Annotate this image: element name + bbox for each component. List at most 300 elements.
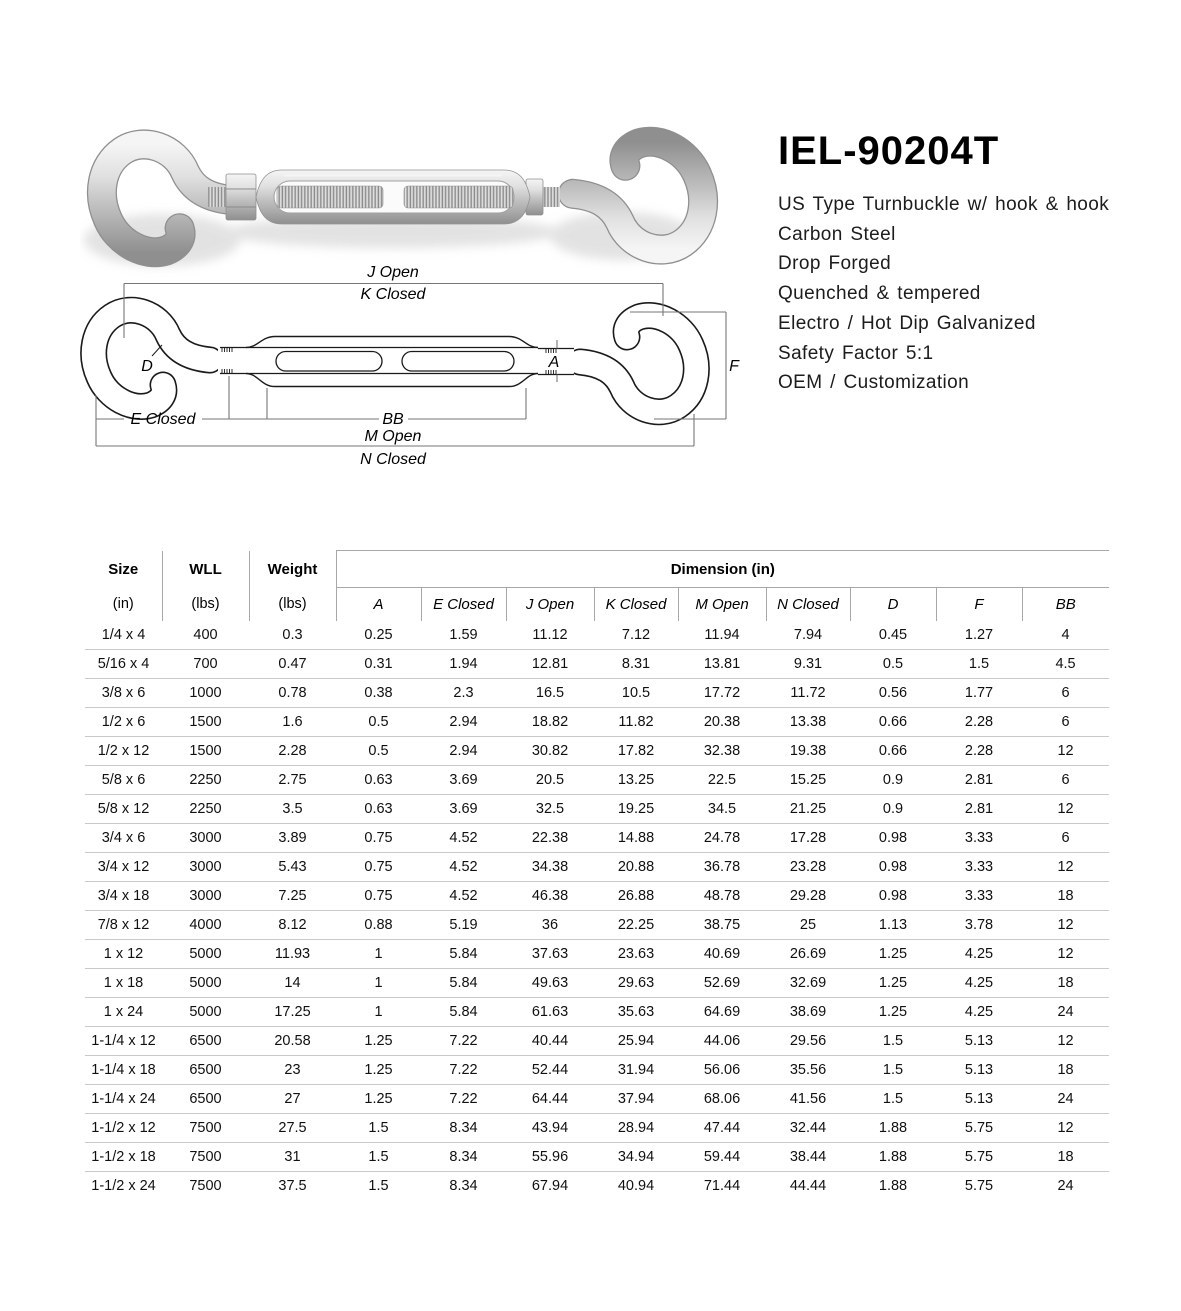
col-header-weight: Weight	[249, 551, 336, 588]
value-cell: 0.3	[249, 621, 336, 650]
value-cell: 21.25	[766, 795, 850, 824]
dim-col-header: D	[850, 588, 936, 621]
value-cell: 48.78	[678, 882, 766, 911]
value-cell: 20.5	[506, 766, 594, 795]
value-cell: 38.44	[766, 1143, 850, 1172]
size-cell: 1-1/2 x 12	[85, 1114, 162, 1143]
value-cell: 29.63	[594, 969, 678, 998]
value-cell: 3000	[162, 853, 249, 882]
value-cell: 1.25	[336, 1085, 421, 1114]
size-cell: 1-1/2 x 24	[91, 1178, 156, 1195]
table-row	[85, 621, 1109, 650]
value-cell: 0.56	[850, 679, 936, 708]
value-cell: 55.96	[506, 1143, 594, 1172]
value-cell: 5.43	[249, 853, 336, 882]
size-cell: 3/4 x 12	[85, 853, 162, 882]
table-row	[85, 940, 1109, 969]
size-cell: 1 x 12	[85, 940, 162, 969]
photo-body	[256, 170, 530, 224]
value-cell: 0.66	[850, 708, 936, 737]
value-cell: 0.38	[336, 679, 421, 708]
value-cell: 5.75	[936, 1143, 1022, 1172]
size-cell: 7/8 x 12	[85, 911, 162, 940]
value-cell: 27	[249, 1085, 336, 1114]
header-row-units	[85, 588, 1109, 621]
dim-col-header: F	[936, 588, 1022, 621]
size-cell: 1/2 x 12	[85, 737, 162, 766]
value-cell: 4	[1022, 621, 1109, 650]
value-cell: 0.98	[850, 853, 936, 882]
value-cell: 34.94	[594, 1143, 678, 1172]
size-cell: 1-1/2 x 18	[85, 1143, 162, 1172]
value-cell: 38.75	[678, 911, 766, 940]
label-n-closed: N Closed	[360, 451, 426, 468]
value-cell: 20.38	[678, 708, 766, 737]
value-cell: 22.25	[594, 911, 678, 940]
table-row	[85, 650, 1109, 679]
label-f: F	[729, 358, 739, 375]
value-cell: 6500	[162, 1027, 249, 1056]
value-cell: 40.44	[506, 1027, 594, 1056]
value-cell: 18	[1022, 882, 1109, 911]
value-cell: 23.28	[766, 853, 850, 882]
table-row	[85, 1114, 1109, 1143]
value-cell: 2.81	[936, 766, 1022, 795]
size-cell: 3/4 x 6	[85, 824, 162, 853]
label-e-closed: E Closed	[130, 411, 196, 428]
value-cell: 7.12	[594, 621, 678, 650]
product-feature: Electro / Hot Dip Galvanized	[778, 312, 1036, 334]
value-cell: 35.63	[594, 998, 678, 1027]
value-cell: 1.88	[878, 1178, 908, 1195]
value-cell: 0.25	[336, 621, 421, 650]
size-cell: 1-1/4 x 24	[85, 1085, 162, 1114]
value-cell: 0.9	[850, 766, 936, 795]
value-cell: 5.84	[421, 969, 506, 998]
value-cell: 40.69	[678, 940, 766, 969]
label-m-open: M Open	[364, 428, 422, 445]
value-cell: 3.33	[936, 882, 1022, 911]
value-cell: 12.81	[506, 650, 594, 679]
value-cell: 24.78	[678, 824, 766, 853]
value-cell: 24	[1022, 998, 1109, 1027]
value-cell: 2.28	[249, 737, 336, 766]
dim-col-header: M Open	[678, 588, 766, 621]
value-cell: 47.44	[678, 1114, 766, 1143]
value-cell: 7.25	[249, 882, 336, 911]
value-cell: 1.59	[421, 621, 506, 650]
value-cell: 4.5	[1022, 650, 1109, 679]
value-cell: 8.31	[594, 650, 678, 679]
value-cell: 22.38	[506, 824, 594, 853]
size-cell: 5/8 x 12	[85, 795, 162, 824]
product-feature: Safety Factor 5:1	[778, 342, 934, 364]
value-cell: 1	[336, 969, 421, 998]
value-cell: 1	[336, 998, 421, 1027]
value-cell: 0.75	[336, 853, 421, 882]
value-cell: 38.69	[766, 998, 850, 1027]
value-cell: 0.98	[850, 882, 936, 911]
diagram-rods	[218, 348, 574, 375]
value-cell: 64.44	[506, 1085, 594, 1114]
table-row	[85, 853, 1109, 882]
value-cell: 5.75	[936, 1114, 1022, 1143]
table-row	[85, 1143, 1109, 1172]
value-cell: 49.63	[506, 969, 594, 998]
value-cell: 11.94	[678, 621, 766, 650]
dim-col-header: J Open	[506, 588, 594, 621]
value-cell: 2.75	[249, 766, 336, 795]
value-cell: 3.89	[249, 824, 336, 853]
col-unit-wll: (lbs)	[162, 588, 249, 621]
value-cell: 0.88	[336, 911, 421, 940]
value-cell: 12	[1022, 853, 1109, 882]
spec-table-body	[85, 621, 1109, 1201]
value-cell: 7.94	[766, 621, 850, 650]
product-model-title: IEL-90204T	[778, 129, 1000, 173]
value-cell: 12	[1022, 737, 1109, 766]
value-cell: 59.44	[678, 1143, 766, 1172]
value-cell: 6	[1022, 708, 1109, 737]
value-cell: 12	[1022, 1114, 1109, 1143]
value-cell: 12	[1022, 911, 1109, 940]
value-cell: 9.31	[766, 650, 850, 679]
value-cell: 4.52	[421, 853, 506, 882]
value-cell: 0.5	[850, 650, 936, 679]
table-row	[85, 708, 1109, 737]
value-cell: 0.9	[850, 795, 936, 824]
value-cell: 40.94	[617, 1178, 655, 1195]
value-cell: 0.75	[336, 824, 421, 853]
value-cell: 22.5	[678, 766, 766, 795]
product-feature: Carbon Steel	[778, 223, 896, 245]
value-cell: 0.75	[336, 882, 421, 911]
value-cell: 37.63	[506, 940, 594, 969]
value-cell: 32.38	[678, 737, 766, 766]
value-cell: 2250	[162, 766, 249, 795]
value-cell: 1.5	[850, 1027, 936, 1056]
value-cell: 0.63	[336, 766, 421, 795]
dim-col-header: BB	[1022, 588, 1109, 621]
table-row	[85, 969, 1109, 998]
value-cell: 41.56	[766, 1085, 850, 1114]
value-cell: 6	[1022, 766, 1109, 795]
value-cell: 1.94	[421, 650, 506, 679]
value-cell: 11.72	[766, 679, 850, 708]
value-cell: 1.25	[850, 969, 936, 998]
product-feature: Drop Forged	[778, 253, 892, 275]
value-cell: 1000	[162, 679, 249, 708]
value-cell: 14.88	[594, 824, 678, 853]
value-cell: 13.25	[594, 766, 678, 795]
value-cell: 0.66	[850, 737, 936, 766]
table-row	[85, 766, 1109, 795]
size-cell: 3/8 x 6	[85, 679, 162, 708]
value-cell: 6500	[162, 1056, 249, 1085]
table-row	[85, 1056, 1109, 1085]
label-j-open: J Open	[367, 264, 419, 281]
value-cell: 8.12	[249, 911, 336, 940]
value-cell: 8.34	[421, 1143, 506, 1172]
value-cell: 1.5	[336, 1143, 421, 1172]
value-cell: 2.94	[421, 708, 506, 737]
col-unit-weight: (lbs)	[249, 588, 336, 621]
dim-col-header: A	[373, 595, 384, 613]
col-header-dimension-group: Dimension (in)	[336, 551, 1109, 588]
diagram-body	[246, 337, 538, 387]
dimension-diagram	[78, 252, 746, 474]
value-cell: 3000	[162, 824, 249, 853]
value-cell: 0.98	[850, 824, 936, 853]
size-cell: 5/8 x 6	[85, 766, 162, 795]
value-cell: 52.44	[506, 1056, 594, 1085]
product-feature: OEM / Customization	[778, 372, 970, 394]
value-cell: 3.5	[249, 795, 336, 824]
value-cell: 29.28	[766, 882, 850, 911]
table-row	[85, 737, 1109, 766]
value-cell: 4.52	[421, 882, 506, 911]
value-cell: 1.88	[850, 1114, 936, 1143]
value-cell: 1.88	[850, 1143, 936, 1172]
size-cell: 1-1/4 x 12	[85, 1027, 162, 1056]
value-cell: 17.28	[766, 824, 850, 853]
size-cell: 5/16 x 4	[85, 650, 162, 679]
value-cell: 1.5	[368, 1178, 389, 1195]
value-cell: 12	[1022, 1027, 1109, 1056]
value-cell: 1.6	[249, 708, 336, 737]
value-cell: 3000	[162, 882, 249, 911]
value-cell: 2250	[162, 795, 249, 824]
value-cell: 44.44	[789, 1178, 827, 1195]
value-cell: 26.69	[766, 940, 850, 969]
table-row	[85, 824, 1109, 853]
value-cell: 5000	[162, 940, 249, 969]
value-cell: 27.5	[249, 1114, 336, 1143]
value-cell: 1500	[162, 737, 249, 766]
value-cell: 61.63	[506, 998, 594, 1027]
label-d: D	[141, 358, 153, 375]
size-cell: 1 x 18	[85, 969, 162, 998]
value-cell: 1.25	[850, 998, 936, 1027]
value-cell: 1.5	[936, 650, 1022, 679]
value-cell: 1500	[162, 708, 249, 737]
value-cell: 4.25	[936, 940, 1022, 969]
value-cell: 7.22	[421, 1027, 506, 1056]
col-header-size: Size	[85, 551, 162, 588]
value-cell: 3.69	[421, 766, 506, 795]
header-row-labels	[85, 551, 1109, 588]
col-header-wll: WLL	[162, 551, 249, 588]
value-cell: 7.22	[421, 1056, 506, 1085]
value-cell: 1.77	[936, 679, 1022, 708]
label-k-closed: K Closed	[360, 286, 426, 303]
value-cell: 3.78	[936, 911, 1022, 940]
value-cell: 35.56	[766, 1056, 850, 1085]
value-cell: 37.5	[278, 1178, 307, 1195]
value-cell: 0.78	[249, 679, 336, 708]
table-row	[85, 1172, 1109, 1201]
value-cell: 6	[1022, 679, 1109, 708]
diagram-right-hook	[580, 316, 696, 412]
value-cell: 31	[249, 1143, 336, 1172]
spec-table	[85, 550, 1109, 1201]
size-cell: 3/4 x 18	[85, 882, 162, 911]
value-cell: 18	[1022, 969, 1109, 998]
value-cell: 6500	[162, 1085, 249, 1114]
value-cell: 7500	[162, 1143, 249, 1172]
size-cell: 1/4 x 4	[85, 621, 162, 650]
value-cell: 67.94	[531, 1178, 569, 1195]
product-feature-list	[778, 190, 1148, 398]
value-cell: 1.5	[850, 1085, 936, 1114]
value-cell: 32.5	[506, 795, 594, 824]
value-cell: 68.06	[678, 1085, 766, 1114]
value-cell: 8.34	[421, 1114, 506, 1143]
value-cell: 4.25	[936, 998, 1022, 1027]
value-cell: 25	[766, 911, 850, 940]
value-cell: 24	[1022, 1085, 1109, 1114]
label-bb: BB	[382, 411, 404, 428]
value-cell: 15.25	[766, 766, 850, 795]
value-cell: 1.25	[336, 1027, 421, 1056]
table-row	[85, 679, 1109, 708]
value-cell: 36.78	[678, 853, 766, 882]
size-cell: 1/2 x 6	[85, 708, 162, 737]
value-cell: 1.5	[336, 1114, 421, 1143]
value-cell: 5.13	[936, 1056, 1022, 1085]
value-cell: 17.82	[594, 737, 678, 766]
value-cell: 30.82	[506, 737, 594, 766]
table-row	[85, 911, 1109, 940]
label-a: A	[548, 354, 560, 371]
value-cell: 7500	[162, 1114, 249, 1143]
value-cell: 2.28	[936, 708, 1022, 737]
value-cell: 1	[336, 940, 421, 969]
value-cell: 32.44	[766, 1114, 850, 1143]
value-cell: 64.69	[678, 998, 766, 1027]
dim-col-header: K Closed	[594, 588, 678, 621]
col-unit-size: (in)	[85, 588, 162, 621]
value-cell: 7.22	[421, 1085, 506, 1114]
value-cell: 4.52	[421, 824, 506, 853]
value-cell: 10.5	[594, 679, 678, 708]
value-cell: 12	[1022, 795, 1109, 824]
value-cell: 3.69	[421, 795, 506, 824]
value-cell: 2.81	[936, 795, 1022, 824]
value-cell: 0.63	[336, 795, 421, 824]
value-cell: 23.63	[594, 940, 678, 969]
value-cell: 36	[506, 911, 594, 940]
value-cell: 23	[249, 1056, 336, 1085]
value-cell: 2.3	[421, 679, 506, 708]
value-cell: 1.25	[336, 1056, 421, 1085]
value-cell: 20.88	[594, 853, 678, 882]
table-row	[85, 998, 1109, 1027]
value-cell: 1.13	[850, 911, 936, 940]
value-cell: 26.88	[594, 882, 678, 911]
size-cell: 1-1/4 x 18	[85, 1056, 162, 1085]
value-cell: 0.31	[336, 650, 421, 679]
photo-left-nut	[226, 174, 256, 220]
value-cell: 44.06	[678, 1027, 766, 1056]
photo-right-threads	[542, 187, 560, 207]
value-cell: 8.34	[449, 1178, 478, 1195]
value-cell: 7500	[189, 1178, 222, 1195]
value-cell: 5.13	[936, 1085, 1022, 1114]
value-cell: 34.5	[678, 795, 766, 824]
product-feature: US Type Turnbuckle w/ hook & hook	[778, 194, 1110, 215]
value-cell: 12	[1022, 940, 1109, 969]
value-cell: 34.38	[506, 853, 594, 882]
value-cell: 18.82	[506, 708, 594, 737]
value-cell: 16.5	[506, 679, 594, 708]
value-cell: 3.33	[936, 853, 1022, 882]
value-cell: 2.94	[421, 737, 506, 766]
dim-col-header: E Closed	[421, 588, 506, 621]
value-cell: 28.94	[594, 1114, 678, 1143]
table-row	[85, 882, 1109, 911]
value-cell: 5.75	[964, 1178, 994, 1195]
value-cell: 0.47	[249, 650, 336, 679]
value-cell: 4.25	[936, 969, 1022, 998]
value-cell: 13.38	[766, 708, 850, 737]
value-cell: 29.56	[766, 1027, 850, 1056]
value-cell: 1.5	[850, 1056, 936, 1085]
value-cell: 0.45	[850, 621, 936, 650]
value-cell: 31.94	[594, 1056, 678, 1085]
value-cell: 71.44	[703, 1178, 741, 1195]
value-cell: 11.82	[594, 708, 678, 737]
size-cell: 1 x 24	[85, 998, 162, 1027]
value-cell: 5000	[162, 969, 249, 998]
value-cell: 19.25	[594, 795, 678, 824]
value-cell: 5.84	[421, 940, 506, 969]
value-cell: 0.5	[336, 708, 421, 737]
value-cell: 1.27	[936, 621, 1022, 650]
value-cell: 18	[1022, 1056, 1109, 1085]
value-cell: 14	[249, 969, 336, 998]
value-cell: 17.72	[678, 679, 766, 708]
value-cell: 32.69	[766, 969, 850, 998]
spec-table-wrapper	[85, 550, 1109, 1201]
table-row	[85, 795, 1109, 824]
value-cell: 1.25	[850, 940, 936, 969]
value-cell: 5.13	[936, 1027, 1022, 1056]
value-cell: 11.12	[506, 621, 594, 650]
value-cell: 56.06	[678, 1056, 766, 1085]
value-cell: 400	[162, 621, 249, 650]
value-cell: 46.38	[506, 882, 594, 911]
value-cell: 6	[1022, 824, 1109, 853]
product-feature: Quenched & tempered	[778, 283, 981, 305]
value-cell: 43.94	[506, 1114, 594, 1143]
value-cell: 18	[1022, 1143, 1109, 1172]
value-cell: 20.58	[249, 1027, 336, 1056]
value-cell: 11.93	[249, 940, 336, 969]
value-cell: 700	[162, 650, 249, 679]
value-cell: 37.94	[594, 1085, 678, 1114]
product-info	[778, 128, 1148, 398]
value-cell: 24	[1057, 1178, 1074, 1195]
value-cell: 13.81	[678, 650, 766, 679]
value-cell: 4000	[162, 911, 249, 940]
value-cell: 5.19	[421, 911, 506, 940]
dim-col-header: N Closed	[766, 588, 850, 621]
value-cell: 19.38	[766, 737, 850, 766]
value-cell: 25.94	[594, 1027, 678, 1056]
table-row	[85, 1027, 1109, 1056]
value-cell: 3.33	[936, 824, 1022, 853]
